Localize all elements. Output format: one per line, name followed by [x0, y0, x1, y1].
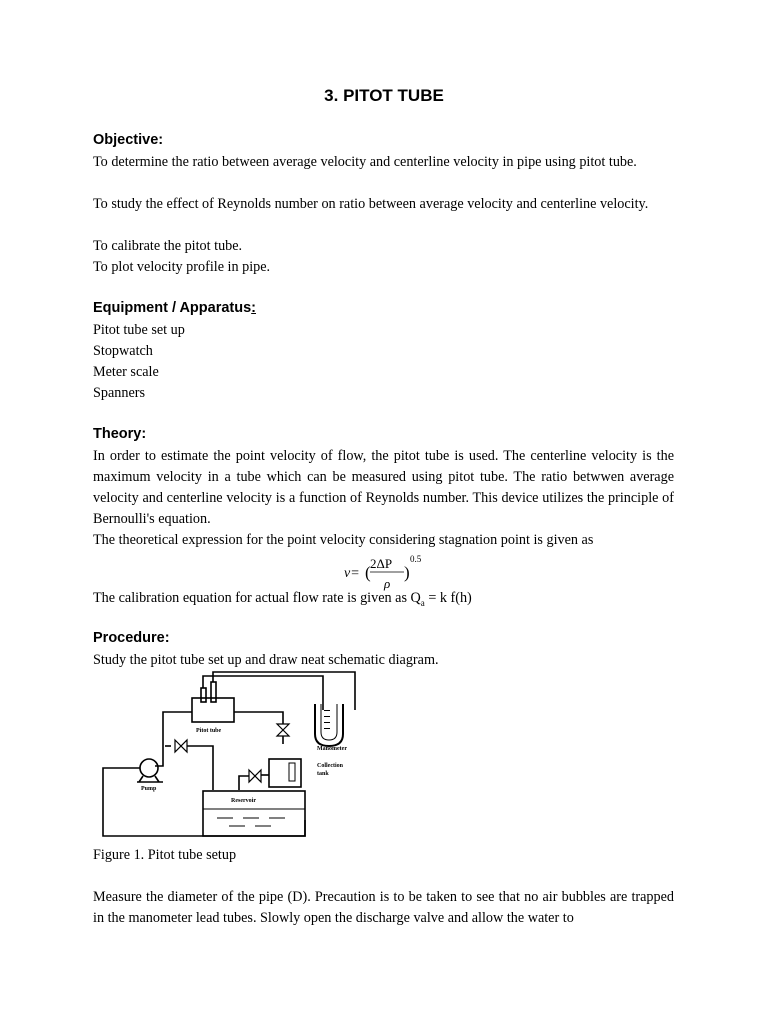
- theory-heading: Theory:: [93, 426, 147, 442]
- calibration-prefix: The calibration equation for actual flow rate is given as Q: [93, 590, 421, 606]
- page-title: 3. PITOT TUBE: [324, 86, 444, 105]
- pitot-probe-left: [201, 688, 206, 702]
- bypass-return-line: [187, 746, 213, 790]
- manometer-lead-left: [203, 676, 323, 710]
- equation-paren-left: (: [365, 563, 371, 582]
- objective-line-4: To plot velocity profile in pipe.: [93, 259, 271, 275]
- calibration-equation: [93, 588, 674, 614]
- manometer-tick: [324, 728, 330, 729]
- outlet-line: [234, 712, 283, 724]
- calibration-subscript: a: [420, 597, 425, 608]
- procedure-heading: Procedure:: [93, 630, 170, 646]
- supply-line: [155, 712, 192, 766]
- label-pitot-tube: Pitot tube: [196, 728, 222, 734]
- equipment-item: Pitot tube set up: [93, 322, 185, 338]
- label-tank: tank: [317, 771, 329, 777]
- equation-denominator: ρ: [384, 576, 391, 591]
- manometer-tick: [324, 722, 330, 723]
- objective-line-3: To calibrate the pitot tube.: [93, 238, 243, 254]
- equation-numerator: 2ΔP: [370, 556, 393, 571]
- theory-expression-intro: The theoretical expression for the point velocity considering stagnation point is given as: [93, 532, 594, 548]
- equipment-heading: [93, 300, 256, 316]
- equation-paren-right: ): [404, 563, 410, 582]
- label-collection: Collection: [317, 763, 343, 769]
- figure-caption: Figure 1. Pitot tube setup: [93, 847, 237, 863]
- equipment-heading-text: Equipment / Apparatus: [93, 300, 252, 316]
- label-pump: Pump: [141, 786, 157, 792]
- equation-lhs: v=: [344, 566, 360, 581]
- label-manometer: Manometer: [317, 746, 347, 752]
- pitot-tube-setup-figure: [93, 670, 368, 840]
- objective-heading: Objective:: [93, 132, 164, 148]
- procedure-step-1: Study the pitot tube set up and draw neat schematic diagram.: [93, 652, 439, 668]
- manometer-tick: [324, 716, 330, 717]
- objective-line-2: To study the effect of Reynolds number on ratio between average velocity and centerline velocity.: [93, 196, 649, 212]
- bypass-valve-icon: [175, 740, 187, 752]
- equipment-item: Stopwatch: [93, 343, 153, 359]
- procedure-paragraph: Measure the diameter of the pipe (D). Precaution is to be taken to see that no air bubbles are trapped in the manometer lead tubes. Slowly open the discharge valve and allow the water to: [93, 889, 674, 926]
- equation-exponent: 0.5: [410, 554, 422, 564]
- collection-tank-box: [269, 759, 301, 787]
- equipment-heading-colon: :: [251, 300, 257, 316]
- theory-paragraph: In order to estimate the point velocity of flow, the pitot tube is used. The centerline velocity is the maximum velocity in a tube which can be measured using pitot tube. The ratio betwwen average velocity and centerline velocity is a function of Reynolds number. This device utilizes the principle of Bernoulli's equation.: [93, 448, 674, 527]
- velocity-equation: [340, 552, 420, 592]
- tank-drain-valve-icon: [249, 770, 261, 782]
- discharge-valve-icon: [277, 724, 289, 736]
- calibration-suffix: = k f(h): [424, 590, 472, 606]
- pump-body: [140, 759, 158, 777]
- pump-suction-line: [103, 768, 305, 836]
- equipment-item: Meter scale: [93, 364, 159, 380]
- tank-drain-line: [239, 776, 249, 790]
- equipment-item: Spanners: [93, 385, 146, 401]
- pitot-probe-right: [211, 682, 216, 702]
- manometer-tick: [324, 710, 330, 711]
- objective-line-1: To determine the ratio between average velocity and centerline velocity in pipe using pitot tube.: [93, 154, 637, 170]
- reservoir-water-lines: [217, 818, 285, 826]
- label-reservoir: Reservoir: [231, 798, 256, 804]
- collection-tank-gauge: [289, 763, 295, 781]
